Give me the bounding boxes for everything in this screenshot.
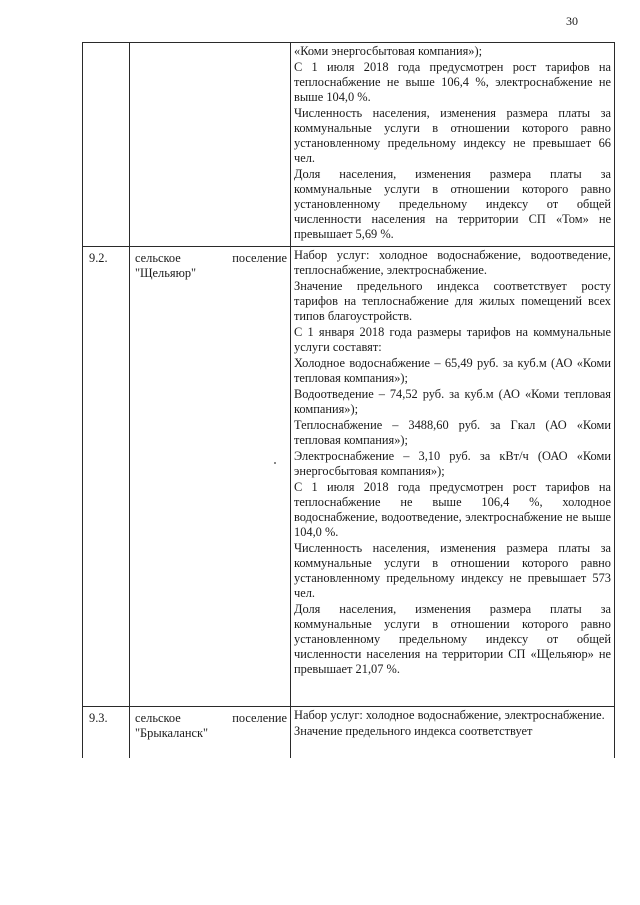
tariff-table — [82, 42, 615, 758]
paragraph: С 1 июля 2018 года предусмотрен рост тарифов на теплоснабжение не выше 106,4 %, электроснабжение не выше 104,0 %. — [294, 60, 611, 104]
paragraph: Значение предельного индекса соответствует росту тарифов на теплоснабжение для жилых помещений всех типов благоустройств. — [294, 279, 611, 323]
paragraph: Теплоснабжение – 3488,60 руб. за Гкал (АО «Коми тепловая компания»); — [294, 418, 611, 447]
table-row — [83, 43, 615, 247]
row-number-cell — [83, 43, 130, 247]
paragraph: «Коми энергосбытовая компания»); — [294, 44, 483, 58]
table-row — [83, 247, 615, 707]
page-number: 30 — [566, 14, 578, 28]
paragraph: Доля населения, изменения размера платы за коммунальные услуги в отношении которого равно установленному предельному индексу от общей численности населения на территории СП «Щельяюр» не превышает 21,07 %. — [294, 602, 611, 676]
paragraph: С 1 января 2018 года размеры тарифов на коммунальные услуги составят: — [294, 325, 611, 354]
paragraph: Электроснабжение – 3,10 руб. за кВт/ч (ОАО «Коми энергосбытовая компания»); — [294, 449, 611, 478]
settlement-name: "Брыкаланск" — [135, 726, 209, 740]
settlement-cell — [130, 707, 291, 759]
description-cell — [291, 707, 615, 759]
paragraph: Набор услуг: холодное водоснабжение, водоотведение, теплоснабжение, электроснабжение. — [294, 248, 611, 277]
paragraph: Набор услуг: холодное водоснабжение, электроснабжение. — [294, 708, 605, 722]
settlement-cell — [130, 247, 291, 707]
paragraph: Водоотведение – 74,52 руб. за куб.м (АО «Коми тепловая компания»); — [294, 387, 611, 416]
paragraph: Холодное водоснабжение – 65,49 руб. за куб.м (АО «Коми тепловая компания»); — [294, 356, 611, 385]
settlement-type: сельское поселение — [135, 711, 287, 725]
paragraph: С 1 июля 2018 года предусмотрен рост тарифов на теплоснабжение не выше 106,4 %, холодное водоснабжение, водоотведение, электроснабжение не выше 104,0 %. — [294, 480, 611, 539]
settlement-name: "Щельяюр" — [135, 266, 197, 280]
row-number-cell: 9.3. — [83, 707, 130, 759]
scan-artifact — [274, 462, 276, 464]
description-cell — [291, 247, 615, 707]
paragraph: Численность населения, изменения размера платы за коммунальные услуги в отношении которого равно установленному предельному индексу не превышает 66 чел. — [294, 106, 611, 165]
settlement-type: сельское поселение — [135, 251, 287, 265]
row-number-cell: 9.2. — [83, 247, 130, 707]
paragraph: Численность населения, изменения размера платы за коммунальные услуги в отношении которого равно установленному предельному индексу не превышает 573 чел. — [294, 541, 611, 600]
paragraph: Доля населения, изменения размера платы за коммунальные услуги в отношении которого равно установленному предельному индексу от общей численности населения на территории СП «Том» не превышает 5,69 %. — [294, 167, 611, 241]
table-row — [83, 707, 615, 759]
settlement-cell — [130, 43, 291, 247]
paragraph: Значение предельного индекса соответствует — [294, 724, 533, 738]
description-cell — [291, 43, 615, 247]
